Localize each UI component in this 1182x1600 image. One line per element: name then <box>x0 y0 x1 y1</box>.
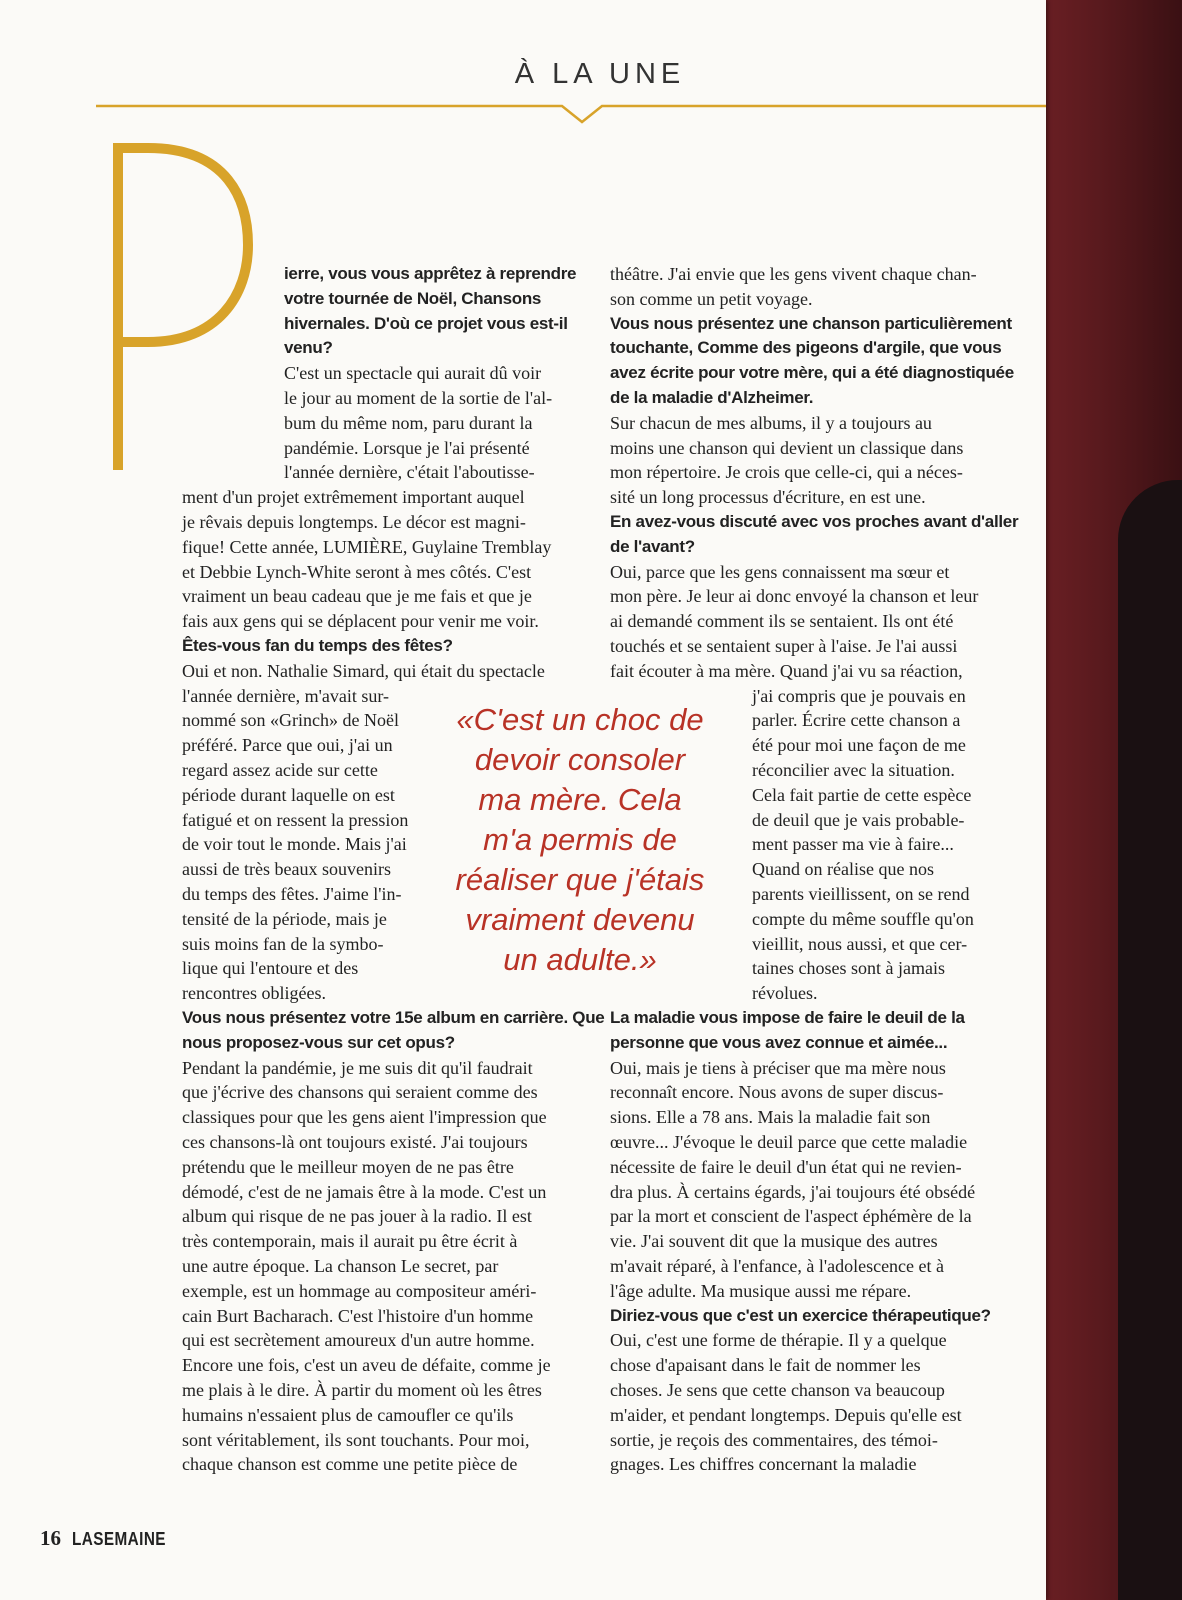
answer-text-line: taines choses sont à jamais <box>752 958 945 979</box>
answer-text-line: fique! Cette année, LUMIÈRE, Guylaine Tremblay <box>182 536 552 557</box>
answer-text-line: l'année dernière, c'était l'aboutisse- <box>284 462 535 483</box>
answer-text-line: rencontres obligées. <box>182 983 326 1004</box>
answer-text-line: œuvre... J'évoque le deuil parce que cette maladie <box>610 1132 968 1152</box>
answer-text-line: nommé son «Grinch» de Noël <box>182 710 399 731</box>
answer-text-line: aussi de très beaux souvenirs <box>182 859 391 880</box>
answer-text-line: tensité de la période, mais je <box>182 908 387 929</box>
answer-text-line: gnages. Les chiffres concernant la maladie <box>610 1454 917 1475</box>
answer-text-line: été pour moi une façon de me <box>752 735 966 756</box>
answer-text-line: C'est un spectacle qui aurait dû voir <box>284 363 542 384</box>
answer-text-line: compte du même souffle qu'on <box>752 908 974 929</box>
interview-question-line: Diriez-vous que c'est un exercice thérapeutique? <box>610 1305 991 1325</box>
answer-text-line: Oui, c'est une forme de thérapie. Il y a quelque <box>610 1330 947 1351</box>
answer-text-line: le jour au moment de la sortie de l'al- <box>284 388 553 408</box>
answer-text-line: préféré. Parce que oui, j'ai un <box>182 735 393 756</box>
magazine-name: LASEMAINE <box>72 1529 166 1549</box>
section-title: À LA UNE <box>514 58 686 90</box>
answer-text-line: regard assez acide sur cette <box>182 760 378 780</box>
interview-question-line: En avez-vous discuté avec vos proches avant d'aller <box>610 512 1019 531</box>
answer-text-line: parler. Écrire cette chanson a <box>752 710 961 731</box>
interview-question-line: touchante, Comme des pigeons d'argile, que vous <box>610 338 1002 358</box>
pull-quote-line: vraiment devenu <box>465 902 695 937</box>
answer-text-line: Quand on réalise que nos <box>752 859 934 880</box>
answer-text-line: du temps des fêtes. J'aime l'in- <box>182 884 402 904</box>
answer-text-line: sortie, je reçois des commentaires, des témoi- <box>610 1429 938 1450</box>
dropcap-letter <box>108 120 268 480</box>
answer-text-line: ai demandé comment ils se sentaient. Ils ont été <box>610 611 954 632</box>
answer-text-line: l'année dernière, m'avait sur- <box>182 685 390 706</box>
answer-text-line: dra plus. À certains égards, j'ai toujours été obsédé <box>610 1181 976 1202</box>
answer-text-line: qui est secrètement amoureux d'un autre homme. <box>182 1330 535 1351</box>
interview-question-line: venu? <box>284 338 333 358</box>
answer-text-line: que j'écrive des chansons qui seraient comme des <box>182 1082 538 1103</box>
answer-text-line: cain Burt Bacharach. C'est l'histoire d'un homme <box>182 1305 534 1326</box>
pull-quote-line: m'a permis de <box>483 822 677 857</box>
answer-text-line: l'âge adulte. Ma musique aussi me répare. <box>610 1280 912 1301</box>
answer-text-line: chaque chanson est comme une petite pièce de <box>182 1454 518 1475</box>
answer-text-line: Oui et non. Nathalie Simard, qui était du spectacle <box>182 660 545 681</box>
answer-text-line: Oui, mais je tiens à préciser que ma mère nous <box>610 1057 946 1078</box>
photo-figure <box>1118 480 1182 1600</box>
answer-text-line: fais aux gens qui se déplacent pour venir me voir. <box>182 611 539 632</box>
answer-text-line: chose d'apaisant dans le fait de nommer les <box>610 1355 921 1376</box>
answer-text-line: parents vieillissent, on se rend <box>752 884 970 904</box>
answer-text-line: m'aider, et pendant longtemps. Depuis qu'elle est <box>610 1404 962 1425</box>
answer-text-line: sions. Elle a 78 ans. Mais la maladie fait son <box>610 1107 931 1128</box>
interview-question-line: nous proposez-vous sur cet opus? <box>182 1032 455 1052</box>
answer-text-line: vieillit, nous aussi, et que cer- <box>752 933 968 954</box>
interview-question-line: de la maladie d'Alzheimer. <box>610 388 814 407</box>
answer-text-line: ment passer ma vie à faire... <box>752 834 954 855</box>
interview-question-line: avez écrite pour votre mère, qui a été diagnostiquée <box>610 363 1014 383</box>
answer-text-line: Pendant la pandémie, je me suis dit qu'il faudrait <box>182 1057 533 1078</box>
page-footer <box>40 1526 183 1551</box>
pull-quote <box>420 700 740 980</box>
answer-text-line: sont véritablement, ils sont touchants. Pour moi, <box>182 1429 530 1450</box>
answer-text-line: Cela fait partie de cette espèce <box>752 784 972 805</box>
answer-text-line: prétendu que le meilleur moyen de ne pas être <box>182 1156 514 1177</box>
page-number: 16 <box>40 1526 61 1550</box>
interview-question-line: hivernales. D'où ce projet vous est-il <box>284 313 568 333</box>
pull-quote-line: «C'est un choc de <box>456 702 704 737</box>
answer-text-line: lique qui l'entoure et des <box>182 958 359 979</box>
answer-text-line: théâtre. J'ai envie que les gens vivent chaque chan- <box>610 264 977 284</box>
answer-text-line: sité un long processus d'écriture, en est une. <box>610 487 926 508</box>
interview-question-line: Vous nous présentez une chanson particulièrement <box>610 313 1012 333</box>
answer-text-line: fait écouter à ma mère. Quand j'ai vu sa réaction, <box>610 660 963 681</box>
answer-text-line: classiques pour que les gens aient l'impression que <box>182 1107 547 1128</box>
pull-quote-line: réaliser que j'étais <box>455 862 705 897</box>
answer-text-line: reconnaît encore. Nous avons de super discus- <box>610 1082 944 1103</box>
answer-text-line: par la mort et conscient de l'aspect éphémère de la <box>610 1206 972 1227</box>
answer-text-line: pandémie. Lorsque je l'ai présenté <box>284 437 530 458</box>
answer-text-line: fatigué et on ressent la pression <box>182 809 409 830</box>
answer-text-line: Sur chacun de mes albums, il y a toujours au <box>610 412 932 433</box>
answer-text-line: suis moins fan de la symbo- <box>182 933 384 954</box>
pull-quote-line: un adulte.» <box>503 942 657 977</box>
answer-text-line: bum du même nom, paru durant la <box>284 412 533 433</box>
interview-question-line: ierre, vous vous apprêtez à reprendre <box>284 264 577 283</box>
answer-text-line: démodé, c'est de ne jamais être à la mode. C'est un <box>182 1181 547 1202</box>
answer-text-line: révolues. <box>752 983 818 1004</box>
answer-text-line: son comme un petit voyage. <box>610 288 813 309</box>
answer-text-line: je rêvais depuis longtemps. Le décor est magni- <box>182 512 526 532</box>
answer-text-line: ces chansons-là ont toujours existé. J'ai toujours <box>182 1132 528 1152</box>
answer-text-line: vraiment un beau cadeau que je me fais et que je <box>182 586 532 607</box>
answer-text-line: humains n'essaient plus de camoufler ce qu'ils <box>182 1404 514 1425</box>
answer-text-line: j'ai compris que je pouvais en <box>752 685 966 706</box>
interview-question-line: Êtes-vous fan du temps des fêtes? <box>182 636 453 655</box>
answer-text-line: très contemporain, mais il aurait pu être écrit à <box>182 1231 518 1252</box>
answer-text-line: et Debbie Lynch-White seront à mes côtés. C'est <box>182 561 532 582</box>
answer-text-line: vie. J'ai souvent dit que la musique des autres <box>610 1231 938 1252</box>
answer-text-line: m'avait réparé, à l'enfance, à l'adolescence et à <box>610 1256 945 1276</box>
interview-question-line: votre tournée de Noël, Chansons <box>284 288 542 308</box>
answer-text-line: une autre époque. La chanson Le secret, par <box>182 1256 499 1276</box>
answer-text-line: mon père. Je leur ai donc envoyé la chanson et leur <box>610 586 979 607</box>
answer-text-line: Oui, parce que les gens connaissent ma sœur et <box>610 561 950 582</box>
interview-question-line: La maladie vous impose de faire le deuil de la <box>610 1008 965 1027</box>
answer-text-line: me plais à le dire. À partir du moment où les êtres <box>182 1380 542 1400</box>
answer-text-line: exemple, est un hommage au compositeur améri- <box>182 1280 537 1301</box>
interview-question-line: personne que vous avez connue et aimée... <box>610 1032 948 1052</box>
answer-text-line: période durant laquelle on est <box>182 784 395 805</box>
answer-text-line: mon répertoire. Je crois que celle-ci, qui a néces- <box>610 462 963 483</box>
answer-text-line: choses. Je sens que cette chanson va beaucoup <box>610 1380 945 1400</box>
answer-text-line: nécessite de faire le deuil d'un état qui ne revien- <box>610 1156 962 1177</box>
answer-text-line: touchés et se sentaient super à l'aise. Je l'ai aussi <box>610 636 958 656</box>
answer-text-line: ment d'un projet extrêmement important auquel <box>182 487 525 508</box>
interview-question-line: de l'avant? <box>610 536 695 556</box>
pull-quote-line: ma mère. Cela <box>478 782 682 817</box>
interview-question-line: Vous nous présentez votre 15e album en carrière. Que <box>182 1008 605 1027</box>
answer-text-line: réconcilier avec la situation. <box>752 760 955 780</box>
answer-text-line: album qui risque de ne pas jouer à la radio. Il est <box>182 1206 532 1227</box>
answer-text-line: de deuil que je vais probable- <box>752 809 965 830</box>
answer-text-line: Encore une fois, c'est un aveu de défaite, comme je <box>182 1355 551 1376</box>
pull-quote-line: devoir consoler <box>474 742 686 777</box>
answer-text-line: moins une chanson qui devient un classique dans <box>610 437 964 458</box>
answer-text-line: de voir tout le monde. Mais j'ai <box>182 834 407 855</box>
